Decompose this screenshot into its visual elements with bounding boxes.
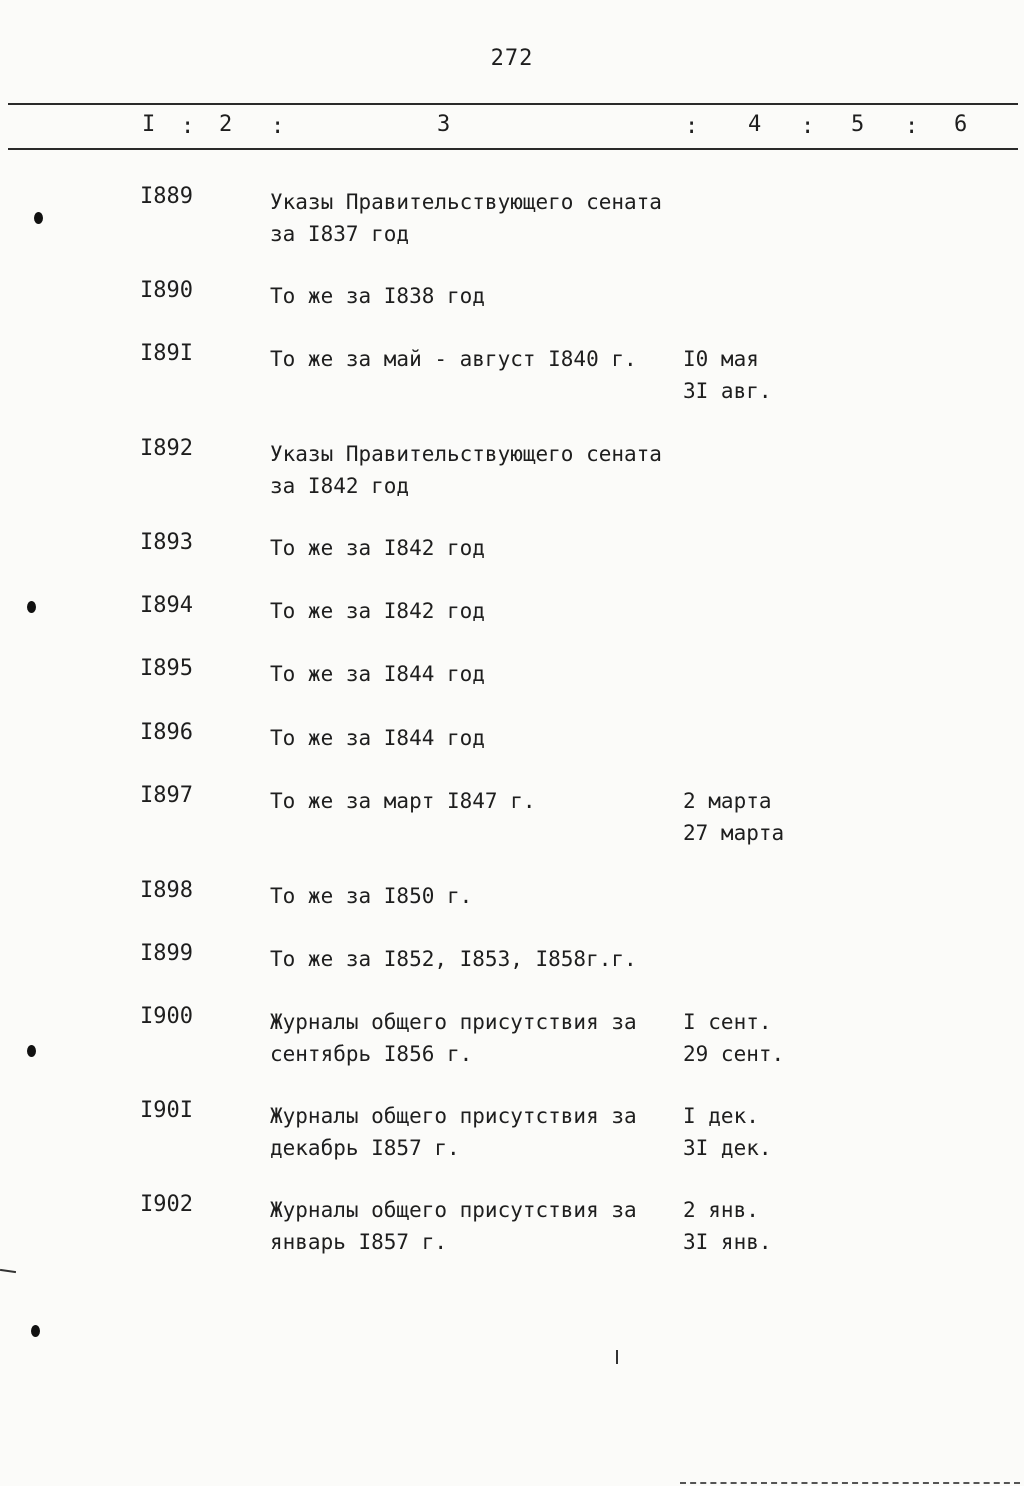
item-number: I892 xyxy=(140,436,193,461)
item-date-end: 3I авг. xyxy=(683,379,772,403)
item-date-end: 29 сент. xyxy=(683,1042,785,1066)
column-header-5: 5 xyxy=(851,112,865,137)
column-header-6: 6 xyxy=(954,112,968,137)
item-title-line: за I842 год xyxy=(270,474,410,498)
item-title xyxy=(270,785,680,817)
item-title xyxy=(270,1006,680,1070)
scan-edge-line xyxy=(680,1482,1020,1484)
column-header-4: 4 xyxy=(748,112,762,137)
item-number: I896 xyxy=(140,720,193,745)
item-date-start: I0 мая xyxy=(683,347,759,371)
item-number: I899 xyxy=(140,941,193,966)
item-date-end: 27 марта xyxy=(683,821,785,845)
item-title-line: То же за I842 год xyxy=(270,536,485,560)
item-number: I890 xyxy=(140,278,193,303)
binding-hole-mark xyxy=(31,1325,40,1337)
item-title xyxy=(270,186,680,250)
header-rule-top xyxy=(8,103,1018,105)
item-title-line: То же за май - август I840 г. xyxy=(270,347,637,371)
item-title-line: декабрь I857 г. xyxy=(270,1136,460,1160)
item-dates xyxy=(683,785,784,849)
item-number: I902 xyxy=(140,1192,193,1217)
column-separator: : xyxy=(801,114,815,139)
item-title xyxy=(270,722,680,754)
binding-hole-mark xyxy=(34,212,43,224)
item-title-line: Указы Правительствующего сената xyxy=(270,190,662,214)
item-title xyxy=(270,1100,680,1164)
item-number: I90I xyxy=(140,1098,193,1123)
item-title xyxy=(270,438,680,502)
column-header-3: 3 xyxy=(437,112,451,137)
page-number: 272 xyxy=(490,46,534,71)
item-dates xyxy=(683,1194,772,1258)
item-title-line: Журналы общего присутствия за xyxy=(270,1198,637,1222)
binding-hole-mark xyxy=(27,601,36,613)
item-number: I889 xyxy=(140,184,193,209)
item-date-end: 3I янв. xyxy=(683,1230,772,1254)
item-number: I89I xyxy=(140,341,193,366)
item-number: I895 xyxy=(140,656,193,681)
item-title-line: То же за I844 год xyxy=(270,726,485,750)
scan-mark xyxy=(616,1350,618,1364)
item-title xyxy=(270,532,680,564)
item-title xyxy=(270,658,680,690)
item-title-line: сентябрь I856 г. xyxy=(270,1042,473,1066)
item-number: I898 xyxy=(140,878,193,903)
column-separator: : xyxy=(685,114,699,139)
column-separator: : xyxy=(181,114,195,139)
item-title-line: То же за I844 год xyxy=(270,662,485,686)
item-date-start: I сент. xyxy=(683,1010,772,1034)
item-title-line: То же за I850 г. xyxy=(270,884,473,908)
item-date-start: 2 марта xyxy=(683,789,772,813)
column-header-1: I xyxy=(142,112,156,137)
item-title-line: То же за I842 год xyxy=(270,599,485,623)
header-rule-bottom xyxy=(8,148,1018,150)
item-dates xyxy=(683,1006,784,1070)
item-title-line: Указы Правительствующего сената xyxy=(270,442,662,466)
item-dates xyxy=(683,1100,772,1164)
item-dates xyxy=(683,343,772,407)
item-title-line: Журналы общего присутствия за xyxy=(270,1010,637,1034)
item-title-line: Журналы общего присутствия за xyxy=(270,1104,637,1128)
item-title-line: То же за март I847 г. xyxy=(270,789,536,813)
column-separator: : xyxy=(271,114,285,139)
item-title xyxy=(270,1194,680,1258)
scan-mark xyxy=(0,1269,16,1273)
item-title xyxy=(270,880,680,912)
item-title xyxy=(270,943,680,975)
item-date-start: I дек. xyxy=(683,1104,759,1128)
item-title xyxy=(270,343,680,375)
item-number: I893 xyxy=(140,530,193,555)
binding-hole-mark xyxy=(27,1045,36,1057)
item-number: I900 xyxy=(140,1004,193,1029)
item-title-line: январь I857 г. xyxy=(270,1230,448,1254)
item-title xyxy=(270,595,680,627)
column-separator: : xyxy=(905,114,919,139)
item-number: I894 xyxy=(140,593,193,618)
item-title xyxy=(270,280,680,312)
column-header-2: 2 xyxy=(219,112,233,137)
item-title-line: То же за I852, I853, I858г.г. xyxy=(270,947,637,971)
item-title-line: за I837 год xyxy=(270,222,410,246)
item-number: I897 xyxy=(140,783,193,808)
item-title-line: То же за I838 год xyxy=(270,284,485,308)
item-date-end: 3I дек. xyxy=(683,1136,772,1160)
item-date-start: 2 янв. xyxy=(683,1198,759,1222)
